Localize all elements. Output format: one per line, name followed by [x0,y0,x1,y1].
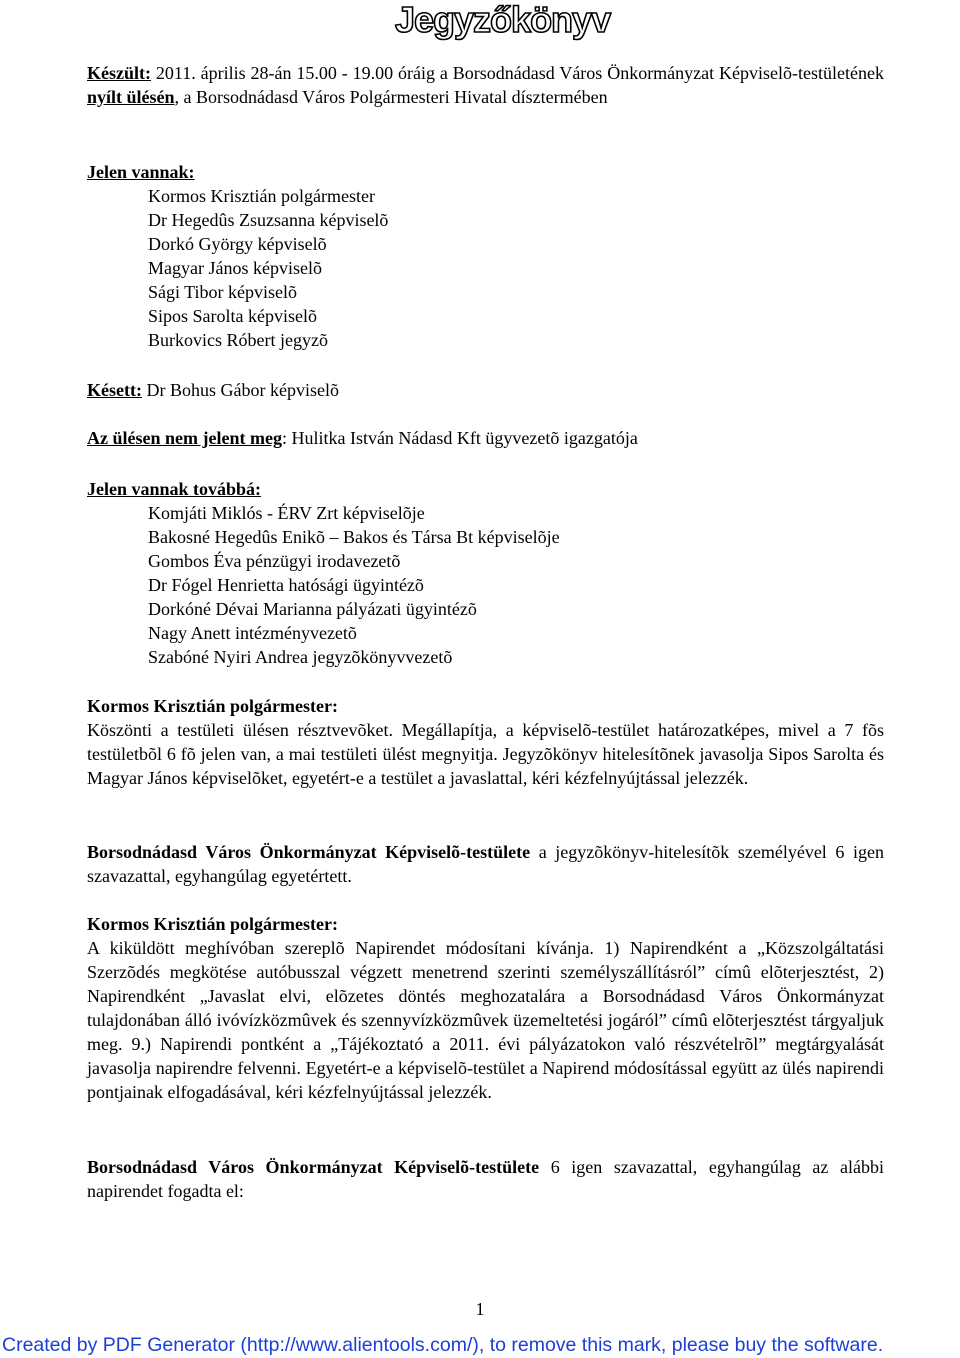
also-present-label: Jelen vannak továbbá: [87,479,262,499]
list-item: Dr Hegedûs Zsuzsanna képviselõ [148,210,389,230]
speaker2-section [87,912,884,1104]
list-item: Dorkó György képviselõ [148,234,327,254]
speaker1-section [87,694,884,790]
also-present-list [87,501,884,669]
speaker2-text: A kiküldött meghívóban szereplõ Napirendet módosítani kívánja. 1) Napirendként a „Közszolgáltatási Szerzõdés megkötése autóbusszal végzett menetrend szerinti személyszállításról” címû elõterjesztést, 2) Napirendként „Javaslat elvi, elõzetes döntés meghozatalára a Borsodnádasd Város Önkormányzat tulajdonában álló ivóvízközmûvek és szennyvízközmûvek üzemeltetési jogáról” címû elõterjesztést tárgyaljuk meg. 9.) Napirendi pontként a „Tájékoztató a 2011. évi pályázatokon való részvételrõl” megtárgyalását javasolja napirendre felvenni. Egyetért-e a képviselõ-testület a Napirend módosítással együtt az ülés napirendi pontjainak elfogadásával, kéri kézfelnyújtással jelezzék. [87,938,884,1102]
list-item: Dorkóné Dévai Marianna pályázati ügyintézõ [148,599,477,619]
page-title: Jegyzőkönyv [395,0,611,40]
speaker1-text: Köszönti a testületi ülésen résztvevõket. Megállapítja, a képviselõ-testület határozatképes, mivel a 7 fõs testületbõl 6 fõ jelen van, a mai testületi ülést megnyitja. Jegyzõkönyv hitelesítõnek javasolja Sipos Sarolta és Magyar János képviselõket, egyetért-e a testület a javaslattal, kéri kézfelnyújtással jelezzék. [87,720,884,788]
list-item: Komjáti Miklós - ÉRV Zrt képviselõje [148,503,425,523]
list-item: Szabóné Nyiri Andrea jegyzõkönyvvezetõ [148,647,453,667]
list-item: Bakosné Hegedûs Enikõ – Bakos és Társa Bt képviselõje [148,527,560,547]
absent-line [87,426,884,450]
absent-label: Az ülésen nem jelent meg [87,428,282,448]
present-section [87,160,884,352]
list-item: Burkovics Róbert jegyzõ [148,330,328,350]
list-item: Kormos Krisztián polgármester [148,186,375,206]
decision1-paragraph [87,840,884,888]
absent-text: : Hulitka István Nádasd Kft ügyvezetõ igazgatója [281,428,638,448]
header-paragraph [87,61,884,109]
also-present-section [87,477,884,669]
decision2-label: Borsodnádasd Város Önkormányzat Képviselõ-testülete [87,1157,540,1177]
page-number: 1 [475,1299,485,1319]
header-rest: , a Borsodnádasd Város Polgármesteri Hivatal dísztermében [174,87,608,107]
footer-watermark: Created by PDF Generator (http://www.alientools.com/), to remove this mark, please buy the software. [2,1334,884,1356]
decision2-text: 6 igen szavazattal, egyhangúlag az alábbi napirendet fogadta el: [87,1157,884,1201]
decision2-paragraph [87,1155,884,1203]
late-text: Dr Bohus Gábor képviselõ [141,380,339,400]
speaker1-label: Kormos Krisztián polgármester: [87,696,338,716]
late-line [87,378,884,402]
present-label: Jelen vannak: [87,162,195,182]
speaker2-label: Kormos Krisztián polgármester: [87,914,338,934]
title-bar [0,0,960,44]
header-label: Készült: [87,63,151,83]
list-item: Dr Fógel Henrietta hatósági ügyintézõ [148,575,424,595]
list-item: Magyar János képviselõ [148,258,322,278]
header-text: 2011. április 28-án 15.00 - 19.00 óráig a Borsodnádasd Város Önkormányzat Képviselõ-testületének [150,63,884,83]
decision1-label: Borsodnádasd Város Önkormányzat Képviselõ-testülete [87,842,531,862]
list-item: Nagy Anett intézményvezetõ [148,623,357,643]
list-item: Gombos Éva pénzügyi irodavezetõ [148,551,401,571]
late-label: Késett: [87,380,142,400]
header-emphasis: nyílt ülésén [87,87,175,107]
list-item: Sági Tibor képviselõ [148,282,298,302]
decision1-text: a jegyzõkönyv-hitelesítõk személyével 6 igen szavazattal, egyhangúlag egyetértett. [87,842,884,886]
present-list [87,184,884,352]
list-item: Sipos Sarolta képviselõ [148,306,317,326]
